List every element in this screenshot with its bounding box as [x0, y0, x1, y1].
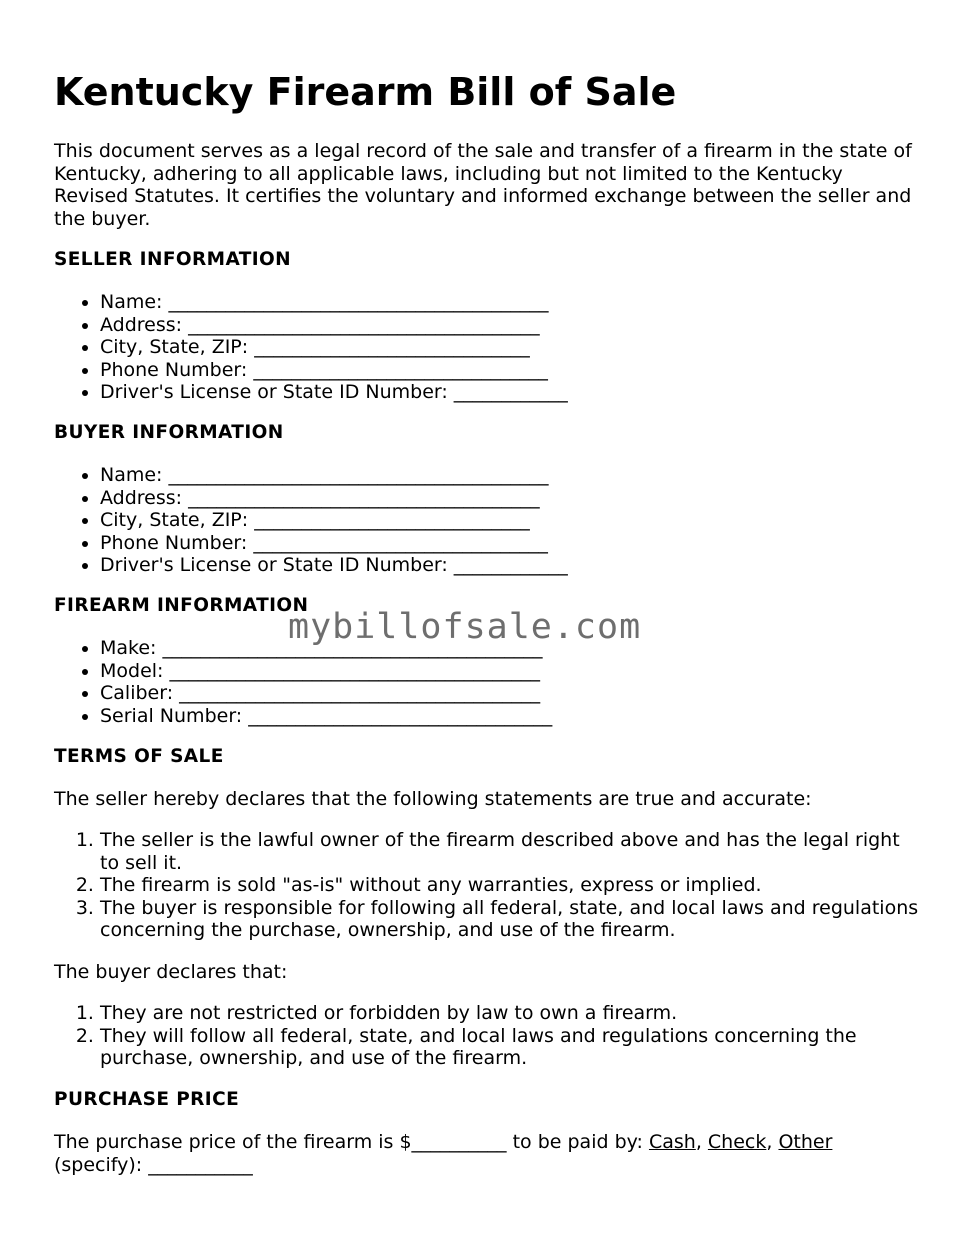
seller-phone-field[interactable]: • Phone Number: _______________________________ — [100, 359, 924, 382]
document-title: Kentucky Firearm Bill of Sale — [54, 70, 677, 114]
firearm-caliber-field[interactable]: • Caliber: ______________________________________ — [100, 682, 924, 705]
seller-declaration-list — [54, 829, 924, 942]
intro-paragraph: This document serves as a legal record of the sale and transfer of a firearm in the state of Kentucky, adhering to all applicable laws, including but not limited to the Kentucky Revised Statutes. It certifies the voluntary and informed exchange between the seller and the buyer. — [54, 140, 912, 230]
purchase-price-text[interactable]: The purchase price of the firearm is $__________ to be paid by: — [54, 1131, 649, 1153]
seller-declaration-item: 2. The firearm is sold "as-is" without any warranties, express or implied. — [100, 874, 924, 897]
seller-fields — [54, 291, 924, 404]
buyer-license-field[interactable]: • Driver's License or State ID Number: ____________ — [100, 554, 924, 577]
seller-city-state-zip-field[interactable]: • City, State, ZIP: _____________________________ — [100, 336, 924, 359]
buyer-name-field[interactable]: • Name: ________________________________________ — [100, 464, 924, 487]
payment-option-check[interactable]: Check — [707, 1131, 767, 1153]
seller-heading: SELLER INFORMATION — [54, 249, 292, 270]
seller-address-field[interactable]: • Address: _____________________________________ — [100, 314, 924, 337]
buyer-address-field[interactable]: • Address: _____________________________________ — [100, 487, 924, 510]
seller-license-field[interactable]: • Driver's License or State ID Number: ____________ — [100, 381, 924, 404]
firearm-serial-field[interactable]: • Serial Number: ________________________________ — [100, 705, 924, 728]
firearm-fields — [54, 637, 924, 727]
buyer-fields — [54, 464, 924, 577]
firearm-make-field[interactable]: • Make: ________________________________________ — [100, 637, 924, 660]
other-specify-text[interactable]: (specify): ___________ — [54, 1153, 253, 1176]
buyer-heading: BUYER INFORMATION — [54, 422, 284, 443]
purchase-heading: PURCHASE PRICE — [54, 1089, 240, 1110]
seller-declaration-item: 3. The buyer is responsible for following all federal, state, and local laws and regulations concerning the purchase, ownership, and use of the firearm. — [100, 897, 924, 942]
payment-option-cash[interactable]: Cash — [648, 1131, 696, 1153]
terms-heading: TERMS OF SALE — [54, 746, 224, 767]
buyer-declaration-item: 2. They will follow all federal, state, and local laws and regulations concerning the purchase, ownership, and use of the firearm. — [100, 1025, 924, 1070]
seller-declaration-intro: The seller hereby declares that the following statements are true and accurate: — [54, 788, 812, 810]
payment-separator: , — [766, 1131, 779, 1153]
buyer-phone-field[interactable]: • Phone Number: _______________________________ — [100, 532, 924, 555]
buyer-declaration-list — [54, 1002, 924, 1070]
buyer-city-state-zip-field[interactable]: • City, State, ZIP: _____________________________ — [100, 509, 924, 532]
seller-declaration-item: 1. The seller is the lawful owner of the firearm described above and has the legal right to sell it. — [100, 829, 924, 874]
payment-separator: , — [695, 1131, 708, 1153]
seller-name-field[interactable]: • Name: ________________________________________ — [100, 291, 924, 314]
payment-option-other[interactable]: Other — [778, 1131, 833, 1153]
firearm-heading: FIREARM INFORMATION — [54, 595, 309, 616]
firearm-model-field[interactable]: • Model: _______________________________________ — [100, 660, 924, 683]
watermark: mybillofsale.com — [288, 607, 642, 647]
buyer-declaration-intro: The buyer declares that: — [54, 961, 288, 983]
buyer-declaration-item: 1. They are not restricted or forbidden by law to own a firearm. — [100, 1002, 924, 1025]
purchase-price-paragraph — [54, 1131, 854, 1176]
